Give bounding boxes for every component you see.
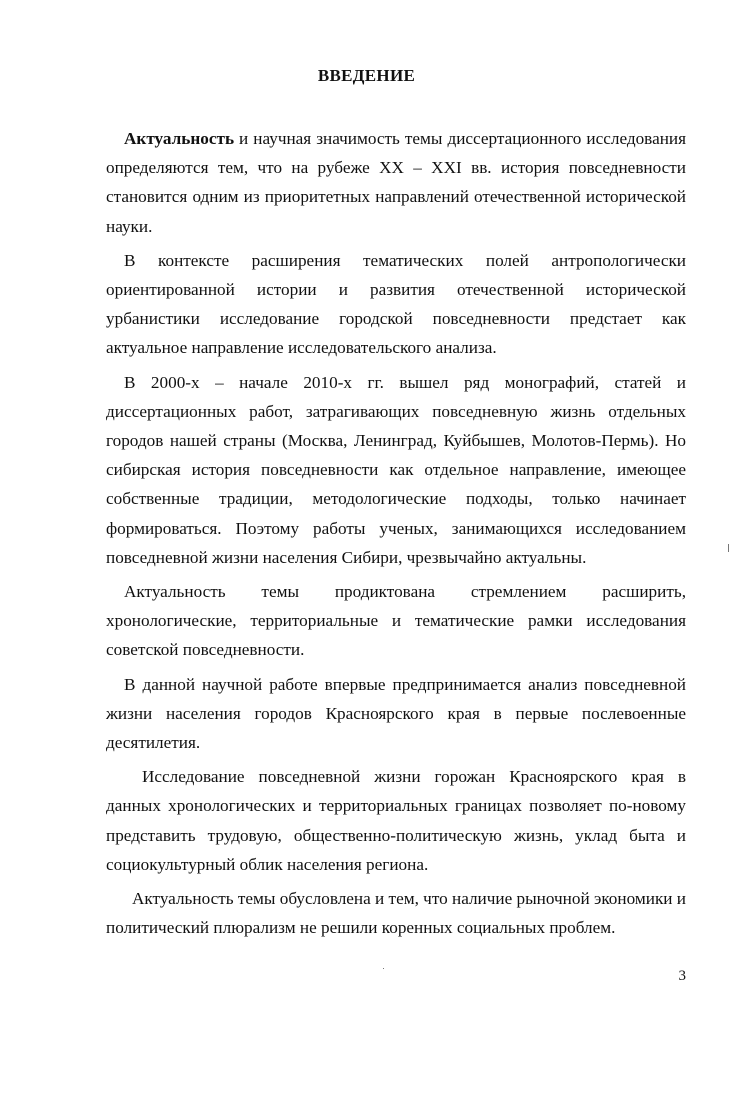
scan-edge-mark: [728, 544, 729, 552]
paragraph-topic-relevance: Актуальность темы продиктована стремлением расширить, хронологические, территориальные и тематические рамки исследования советской повседневности.: [106, 582, 686, 660]
page-number: 3: [678, 968, 686, 984]
paragraph-research-value: Исследование повседневной жизни горожан Красноярского края в данных хронологических и территориальных границах позволяет по-новому представить трудовую, общественно-политическую жизнь, уклад быта и социокультурный облик населения региона.: [106, 767, 686, 874]
paragraph-publications: В 2000-х – начале 2010-х гг. вышел ряд монографий, статей и диссертационных работ, затрагивающих повседневную жизнь отдельных городов нашей страны (Москва, Ленинград, Куйбышев, Молотов-Пермь). Но сибирская история повседневности как отдельное направление, имеющее собственные традиции, методологические подходы, только начинает формироваться. Поэтому работы ученых, занимающихся исследованием повседневной жизни населения Сибири, чрезвычайно актуальны.: [106, 372, 686, 567]
page-title: ВВЕДЕНИЕ: [317, 66, 416, 85]
paragraph-social-problems: Актуальность темы обусловлена и тем, что наличие рыночной экономики и политический плюрализм не решили коренных социальных проблем.: [106, 889, 686, 938]
paragraph-text: и научная значимость темы диссертационного исследования определяются тем, что на рубеже XX – XXI вв. история повседневности становится одним из приоритетных направлений отечественной исторической науки.: [106, 129, 686, 236]
paragraph-novelty: В данной научной работе впервые предпринимается анализ повседневной жизни населения городов Красноярского края в первые послевоенные десятилетия.: [106, 674, 686, 753]
paragraph-context: В контексте расширения тематических полей антропологически ориентированной истории и развития отечественной исторической урбанистики исследование городской повседневности предстает как актуальное направление исследовательского анализа.: [106, 250, 686, 358]
body-text: [106, 124, 686, 942]
paragraph-lead-term: Актуальность: [124, 129, 235, 148]
paragraph-relevance: [106, 124, 686, 241]
scan-speck: [383, 968, 384, 969]
